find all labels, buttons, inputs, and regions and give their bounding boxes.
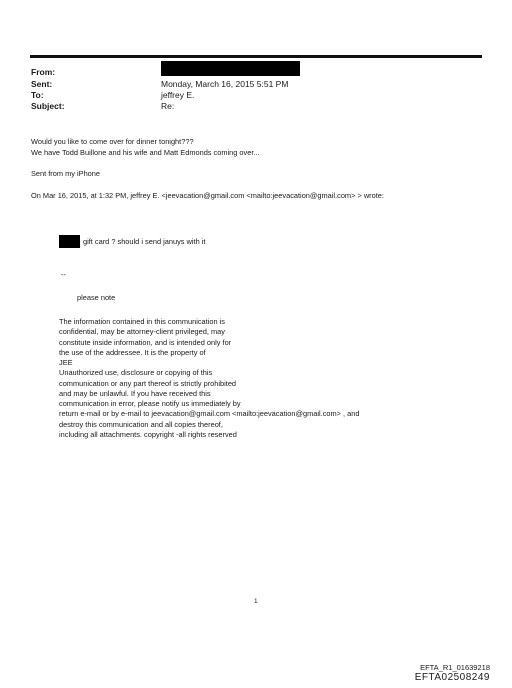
disclaimer-line: return e-mail or by e-mail to jeevacation@gmail.com <mailto:jeevacation@gmail.com> , and: [59, 409, 360, 419]
quoted-message: gift card ? should i send januys with it: [83, 237, 206, 246]
quoted-redaction: [59, 235, 80, 248]
disclaimer-line: The information contained in this communication is: [59, 317, 225, 326]
disclaimer-line: the use of the addressee. It is the property of: [59, 347, 206, 357]
page-number: 1: [254, 598, 258, 605]
sent-label: Sent:: [31, 79, 53, 89]
header-divider: [30, 55, 482, 58]
bates-number-large: EFTA02508249: [414, 672, 490, 683]
bates-number-small: EFTA_R1_01639218: [420, 663, 490, 672]
disclaimer-line: destroy this communication and all copies thereof,: [59, 419, 223, 429]
body-line-2: We have Todd Buillone and his wife and Matt Edmonds coming over...: [31, 148, 260, 157]
disclaimer-line: communication in error, please notify us immediately by: [59, 399, 241, 408]
sent-value: Monday, March 16, 2015 5:51 PM: [161, 79, 289, 89]
from-label: From:: [31, 67, 56, 77]
disclaimer-line: including all attachments. copyright -all rights reserved: [59, 429, 237, 439]
body-line-1: Would you like to come over for dinner tonight???: [31, 137, 194, 146]
disclaimer-line: JEE: [59, 358, 73, 367]
please-note: please note: [77, 293, 116, 302]
signature-separator: --: [61, 270, 66, 279]
to-value: jeffrey E.: [161, 90, 195, 100]
disclaimer-line: constitute inside information, and is intended only for: [59, 337, 232, 347]
disclaimer-line: confidential, may be attorney-client privileged, may: [59, 327, 225, 337]
subject-value: Re:: [161, 101, 175, 111]
from-redaction: [161, 61, 300, 76]
quote-intro: On Mar 16, 2015, at 1:32 PM, jeffrey E. <jeevacation@gmail.com <mailto:jeevacation@gmail.com> > wrote:: [31, 191, 384, 200]
disclaimer-line: communication or any part thereof is strictly prohibited: [59, 378, 237, 388]
disclaimer-line: and may be unlawful. If you have received this: [59, 388, 211, 398]
disclaimer-block: [59, 317, 360, 440]
disclaimer-line: Unauthorized use, disclosure or copying of this: [59, 368, 213, 378]
to-label: To:: [31, 90, 44, 100]
signature-line: Sent from my iPhone: [31, 169, 101, 178]
subject-label: Subject:: [31, 101, 65, 111]
